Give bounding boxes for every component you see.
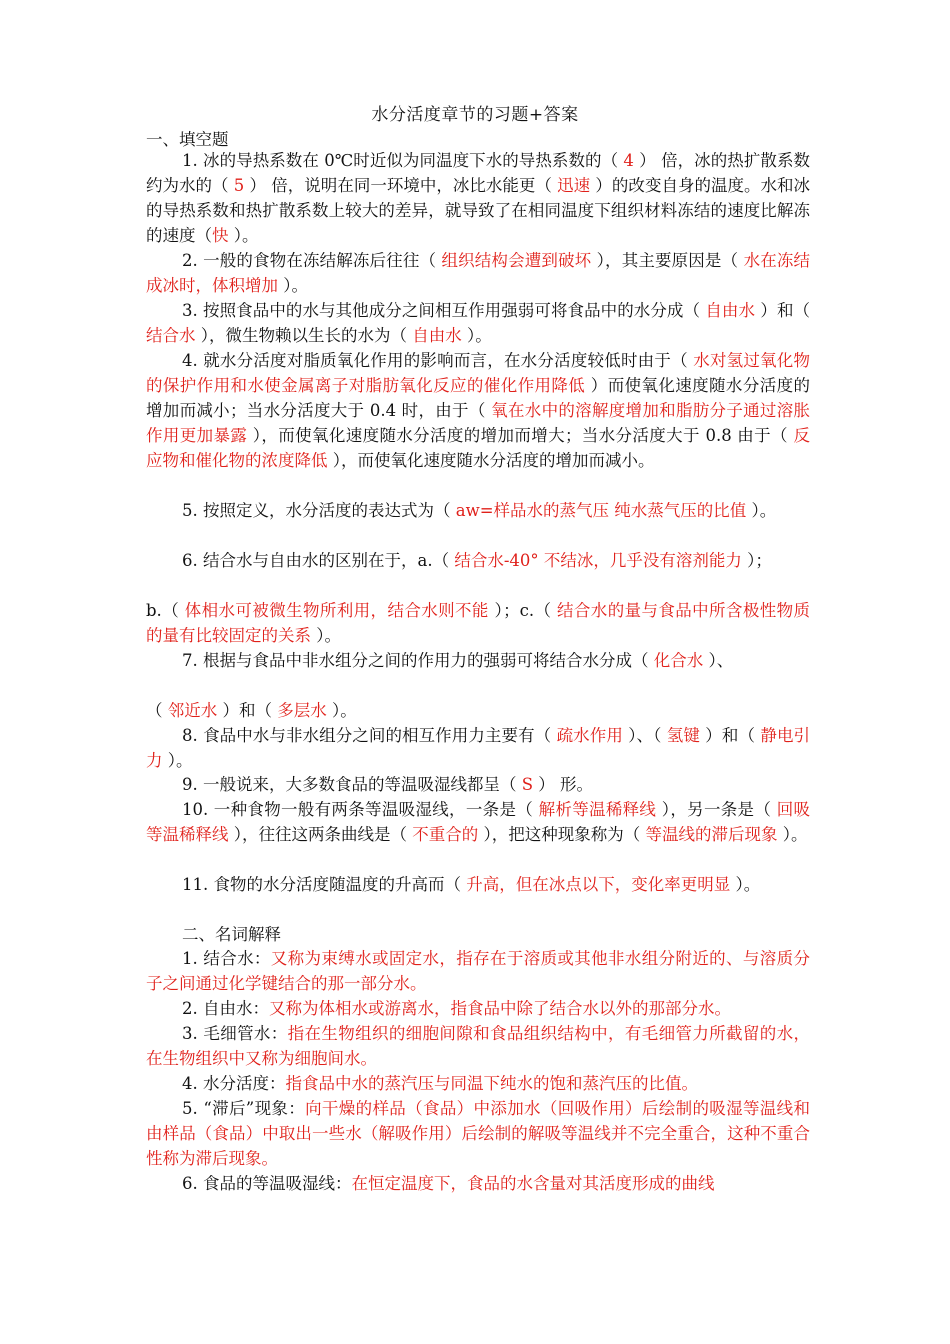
answer-text: 邻近水 [167, 701, 218, 720]
fill-question-11 [146, 772, 810, 797]
question-text: 8. 食品中水与非水组分之间的相互作用力主要有（ [182, 726, 557, 745]
term-definition-1 [146, 946, 810, 996]
answer-text: 等温线的滞后现象 [645, 825, 778, 844]
answer-text: 水在冻结成冰时，体积增加 [146, 251, 811, 295]
answer-text: 迅速 [557, 176, 591, 195]
answer-text: 指食品中水的蒸汽压与同温下纯水的饱和蒸汽压的比值。 [285, 1074, 698, 1093]
fill-question-7 [146, 598, 810, 648]
question-text: 1. 冰的导热系数在 0℃时近似为同温度下水的导热系数的（ [182, 151, 624, 170]
answer-text: 结合水 [146, 326, 196, 345]
answer-text: 水对氢过氧化物的保护作用和水使金属离子对脂肪氧化反应的催化作用降低 [146, 351, 811, 395]
question-text: ）。 [777, 825, 808, 844]
answer-text: 化合水 [653, 651, 704, 670]
question-text: b.（ [146, 601, 185, 620]
fill-question-5 [146, 498, 810, 523]
fill-question-8 [146, 648, 810, 673]
answer-text: 5 [233, 176, 245, 195]
question-text: 6. 结合水与自由水的区别在于，a.（ [182, 551, 455, 570]
section-heading-fill-blank: 一、填空题 [146, 130, 229, 149]
fill-question-1 [146, 148, 810, 248]
question-text: ）和（ [699, 726, 761, 745]
answer-text: 结合水的量与食品中所含极性物质的量有比较固定的关系 [146, 601, 811, 645]
answer-text: 氧在水中的溶解度增加和脂肪分子通过溶胀作用更加暴露 [146, 401, 811, 445]
question-text: 3. 按照食品中的水与其他成分之间相互作用强弱可将食品中的水分成（ [182, 301, 706, 320]
question-text: ）。 [228, 226, 259, 245]
question-text: ），往往这两条曲线是（ [228, 825, 413, 844]
question-text: （ [146, 701, 168, 720]
question-text: 5. “滞后”现象： [182, 1099, 306, 1118]
fill-question-10 [146, 723, 810, 773]
question-text: ），而使氧化速度随水分活度的增加而增大；当水分活度大于 0.8 由于（ [247, 426, 794, 445]
question-text: ），把这种现象称为（ [478, 825, 646, 844]
question-text: ）。 [162, 751, 193, 770]
question-text: ）； [741, 551, 772, 570]
answer-text: 又称为束缚水或固定水，指存在于溶质或其他非水组分附近的、与溶质分子之间通过化学键结合的那一部分水。 [146, 949, 810, 993]
question-text: 2. 一般的食物在冻结解冻后往往（ [182, 251, 442, 270]
question-text: ）；c.（ [488, 601, 558, 620]
answer-text: 自由水 [412, 326, 462, 345]
question-text: ）。 [326, 701, 357, 720]
fill-question-6 [146, 548, 810, 573]
question-text: ）。 [730, 875, 761, 894]
answer-text: 反应物和催化物的浓度降低 [146, 426, 810, 470]
answer-text: 又称为体相水或游离水，指食品中除了结合水以外的那部分水。 [269, 999, 731, 1018]
fill-question-13 [146, 872, 810, 897]
question-text: ）和（ [755, 301, 811, 320]
answer-text: 快 [212, 226, 229, 245]
question-text: ）。 [311, 626, 341, 645]
fill-question-3 [146, 298, 810, 348]
answer-text: 自由水 [705, 301, 756, 320]
term-definition-2 [146, 996, 810, 1021]
answer-text: 解析等温稀释线 [538, 800, 657, 819]
answer-text: 回吸等温稀释线 [146, 800, 811, 844]
answer-text: 疏水作用 [556, 726, 623, 745]
answer-text: 体相水可被微生物所利用，结合水则不能 [184, 601, 489, 620]
question-text: 4. 水分活度： [182, 1074, 286, 1093]
question-text: 3. 毛细管水： [182, 1024, 288, 1043]
answer-text: 指在生物组织的细胞间隙和食品组织结构中，有毛细管力所截留的水，在生物组织中又称为细胞间水。 [146, 1024, 810, 1068]
question-text: ）、 [703, 651, 734, 670]
answer-text: 升高，但在冰点以下，变化率更明显 [466, 875, 731, 894]
section-heading-terms: 二、名词解释 [182, 925, 281, 944]
answer-text: 静电引力 [146, 726, 811, 770]
question-text: ）和（ [217, 701, 278, 720]
question-text: 4. 就水分活度对脂质氧化作用的影响而言，在水分活度较低时由于（ [182, 351, 694, 370]
question-text: ） 倍，冰的热扩散系数约为水的（ [146, 151, 810, 195]
question-text: 5. 按照定义，水分活度的表达式为（ [182, 501, 456, 520]
term-definition-6 [146, 1171, 810, 1196]
question-text: 9. 一般说来，大多数食品的等温吸湿线都呈（ [182, 775, 522, 794]
answer-text: 向干燥的样品（食品）中添加水（回吸作用）后绘制的吸湿等温线和由样品（食品）中取出一些水（解吸作用）后绘制的解吸等温线并不完全重合，这种不重合性称为滞后现象。 [146, 1099, 811, 1168]
question-text: ）。 [278, 276, 308, 295]
answer-text: 结合水-40° 不结冰，几乎没有溶剂能力 [454, 551, 742, 570]
question-text: ），另一条是（ [656, 800, 777, 819]
answer-text: 不重合的 [412, 825, 479, 844]
answer-text: 多层水 [277, 701, 327, 720]
question-text: ），微生物赖以生长的水为（ [195, 326, 413, 345]
question-text: 7. 根据与食品中非水组分之间的作用力的强弱可将结合水分成（ [182, 651, 654, 670]
answer-text: 氢键 [666, 726, 700, 745]
term-definition-3 [146, 1021, 810, 1071]
question-text: ）而使氧化速度随水分活度的增加而减小；当水分活度大于 0.4 时，由于（ [146, 376, 811, 420]
fill-question-12 [146, 797, 810, 847]
answer-text: 在恒定温度下，食品的水含量对其活度形成的曲线 [351, 1174, 715, 1193]
question-text: ），其主要原因是（ [591, 251, 744, 270]
question-text: 1. 结合水： [182, 949, 271, 968]
term-definition-4 [146, 1071, 810, 1096]
fill-question-9 [146, 698, 810, 723]
document-title: 水分活度章节的习题+答案 [371, 105, 579, 125]
answer-text: S [521, 775, 534, 794]
fill-question-2 [146, 248, 810, 298]
question-text: ）的改变自身的温度。水和冰的导热系数和热扩散系数上较大的差异，就导致了在相同温度下组织材料冻结的速度比解冻的速度（ [146, 176, 810, 245]
question-text: ）、（ [622, 726, 667, 745]
question-text: ） 形。 [533, 775, 594, 794]
question-text: ），而使氧化速度随水分活度的增加而减小。 [327, 451, 655, 470]
question-text: 6. 食品的等温吸湿线： [182, 1174, 352, 1193]
question-text: ）。 [746, 501, 777, 520]
fill-question-4 [146, 348, 810, 473]
question-text: ） 倍，说明在同一环境中，冰比水能更（ [244, 176, 558, 195]
term-definition-5 [146, 1096, 810, 1171]
answer-text: aw=样品水的蒸气压 纯水蒸气压的比值 [455, 501, 747, 520]
question-text: 11. 食物的水分活度随温度的升高而（ [182, 875, 467, 894]
question-text: ）。 [461, 326, 492, 345]
answer-text: 组织结构会遭到破坏 [441, 251, 592, 270]
question-text: 10. 一种食物一般有两条等温吸湿线，一条是（ [182, 800, 539, 819]
question-text: 2. 自由水： [182, 999, 269, 1018]
answer-text: 4 [623, 151, 634, 170]
